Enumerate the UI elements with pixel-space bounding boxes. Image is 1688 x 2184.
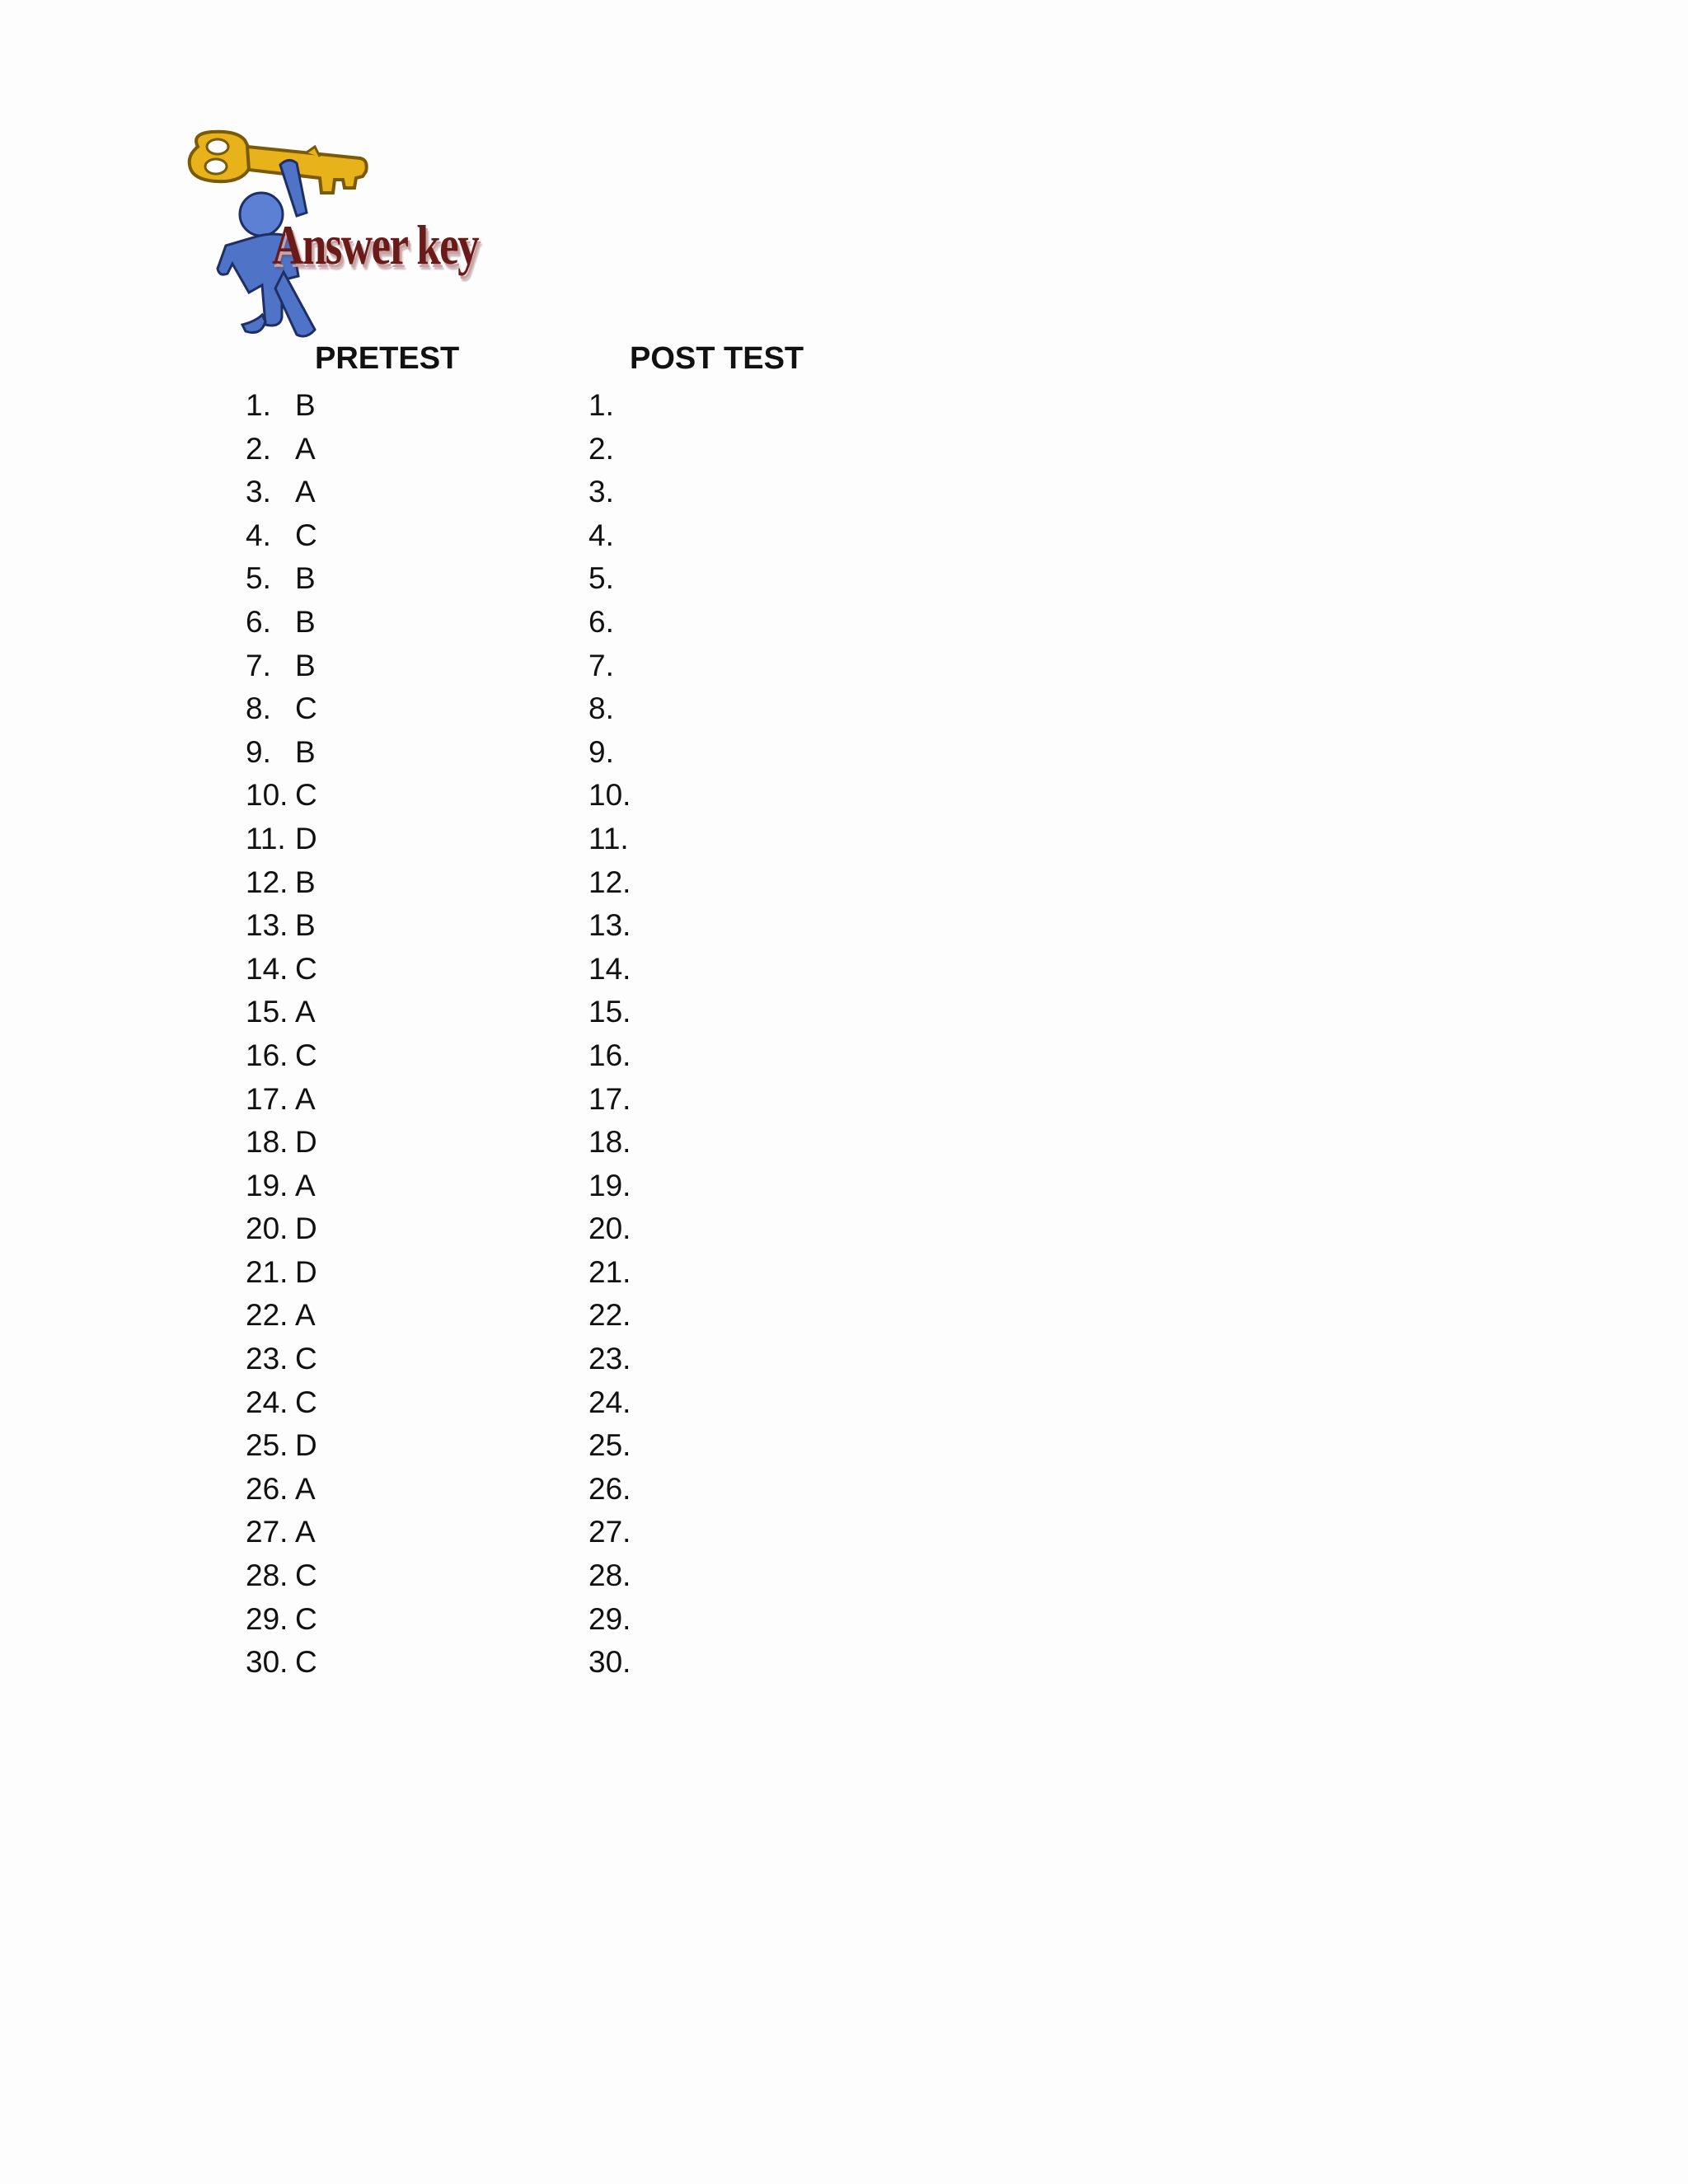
item-number: 26. <box>588 1471 631 1506</box>
pretest-item <box>246 948 317 991</box>
item-number: 21. <box>246 1254 288 1289</box>
posttest-item <box>588 1598 638 1642</box>
item-answer: D <box>295 1428 317 1463</box>
item-number: 7. <box>246 648 271 682</box>
answer-key-logo <box>183 124 513 346</box>
item-number: 29. <box>588 1601 631 1636</box>
pretest-item <box>246 1034 317 1078</box>
item-number: 1. <box>246 388 271 422</box>
item-number: 26. <box>246 1471 288 1506</box>
item-number: 14. <box>246 951 288 986</box>
item-number: 17. <box>588 1081 631 1116</box>
item-number: 6. <box>246 604 271 639</box>
item-number: 19. <box>588 1168 631 1202</box>
item-answer: A <box>295 431 316 466</box>
item-number: 25. <box>588 1428 631 1463</box>
posttest-item <box>588 948 638 991</box>
pretest-item <box>246 1554 317 1598</box>
item-answer: D <box>295 821 317 855</box>
pretest-item <box>246 428 317 471</box>
posttest-item <box>588 601 638 644</box>
pretest-item <box>246 1381 317 1425</box>
item-number: 18. <box>588 1125 631 1160</box>
pretest-item <box>246 818 317 861</box>
item-number: 21. <box>588 1254 631 1289</box>
posttest-item <box>588 428 638 471</box>
item-answer: C <box>295 778 317 813</box>
pretest-title: PRETEST <box>315 341 460 376</box>
item-answer: B <box>295 908 316 943</box>
pretest-item <box>246 644 317 688</box>
item-answer: A <box>295 1515 316 1549</box>
pretest-item <box>246 601 317 644</box>
pretest-item <box>246 1207 317 1251</box>
item-answer: C <box>295 1342 317 1376</box>
posttest-item <box>588 687 638 731</box>
posttest-answer-list <box>588 384 638 1685</box>
item-answer: C <box>295 691 317 726</box>
item-number: 1. <box>588 388 614 422</box>
posttest-item <box>588 1641 638 1685</box>
posttest-item <box>588 1511 638 1554</box>
posttest-item <box>588 384 638 428</box>
item-answer: B <box>295 648 316 682</box>
pretest-item <box>246 514 317 558</box>
pretest-item <box>246 384 317 428</box>
pretest-item <box>246 1424 317 1468</box>
item-number: 28. <box>246 1558 288 1593</box>
item-answer: B <box>295 734 316 769</box>
item-number: 20. <box>246 1212 288 1246</box>
posttest-item <box>588 774 638 818</box>
item-answer: D <box>295 1125 317 1160</box>
item-answer: C <box>295 1645 317 1680</box>
item-number: 24. <box>588 1385 631 1419</box>
posttest-item <box>588 991 638 1034</box>
posttest-item <box>588 1554 638 1598</box>
item-number: 9. <box>246 734 271 769</box>
item-answer: C <box>295 1558 317 1593</box>
posttest-item <box>588 904 638 948</box>
item-answer: C <box>295 1038 317 1072</box>
item-answer: A <box>295 1298 316 1333</box>
item-number: 13. <box>246 908 288 943</box>
item-number: 25. <box>246 1428 288 1463</box>
pretest-item <box>246 1338 317 1381</box>
item-answer: C <box>295 1601 317 1636</box>
item-answer: B <box>295 388 316 422</box>
item-number: 12. <box>588 865 631 899</box>
posttest-item <box>588 471 638 514</box>
item-number: 15. <box>588 995 631 1029</box>
item-number: 4. <box>246 518 271 552</box>
item-number: 23. <box>246 1342 288 1376</box>
item-number: 13. <box>588 908 631 943</box>
item-number: 16. <box>246 1038 288 1072</box>
item-number: 7. <box>588 648 614 682</box>
pretest-item <box>246 1251 317 1295</box>
pretest-item <box>246 687 317 731</box>
item-number: 27. <box>246 1515 288 1549</box>
pretest-item <box>246 1511 317 1554</box>
item-answer: B <box>295 865 316 899</box>
posttest-item <box>588 1034 638 1078</box>
pretest-item <box>246 1078 317 1122</box>
posttest-item <box>588 1165 638 1208</box>
item-number: 4. <box>588 518 614 552</box>
item-answer: D <box>295 1212 317 1246</box>
item-number: 11. <box>588 821 629 855</box>
pretest-item <box>246 731 317 775</box>
posttest-item <box>588 1338 638 1381</box>
pretest-item <box>246 471 317 514</box>
item-number: 8. <box>246 691 271 726</box>
posttest-item <box>588 557 638 601</box>
item-number: 22. <box>246 1298 288 1333</box>
item-number: 14. <box>588 951 631 986</box>
item-number: 19. <box>246 1168 288 1202</box>
posttest-title: POST TEST <box>630 341 804 376</box>
item-number: 3. <box>246 475 271 509</box>
pretest-item <box>246 991 317 1034</box>
posttest-item <box>588 861 638 905</box>
pretest-item <box>246 904 317 948</box>
pretest-item <box>246 557 317 601</box>
pretest-item <box>246 1121 317 1165</box>
item-number: 17. <box>246 1081 288 1116</box>
item-number: 15. <box>246 995 288 1029</box>
posttest-item <box>588 1424 638 1468</box>
item-number: 11. <box>246 821 286 855</box>
posttest-item <box>588 1294 638 1338</box>
item-number: 9. <box>588 734 614 769</box>
posttest-item <box>588 1207 638 1251</box>
item-number: 30. <box>588 1645 631 1680</box>
item-answer: A <box>295 1081 316 1116</box>
item-number: 12. <box>246 865 288 899</box>
pretest-item <box>246 1468 317 1511</box>
item-number: 27. <box>588 1515 631 1549</box>
posttest-item <box>588 514 638 558</box>
item-number: 5. <box>588 561 614 596</box>
item-answer: D <box>295 1254 317 1289</box>
item-answer: C <box>295 951 317 986</box>
posttest-item <box>588 644 638 688</box>
item-number: 24. <box>246 1385 288 1419</box>
item-number: 22. <box>588 1298 631 1333</box>
item-number: 6. <box>588 604 614 639</box>
pretest-item <box>246 1294 317 1338</box>
logo-text: Answer key <box>272 213 479 276</box>
item-number: 29. <box>246 1601 288 1636</box>
item-number: 3. <box>588 475 614 509</box>
item-answer: A <box>295 1471 316 1506</box>
item-answer: B <box>295 561 316 596</box>
posttest-item <box>588 1251 638 1295</box>
pretest-item <box>246 774 317 818</box>
item-answer: B <box>295 604 316 639</box>
item-number: 8. <box>588 691 614 726</box>
posttest-item <box>588 1468 638 1511</box>
item-answer: C <box>295 518 317 552</box>
item-number: 2. <box>588 431 614 466</box>
posttest-item <box>588 818 638 861</box>
item-number: 10. <box>588 778 631 813</box>
posttest-item <box>588 1078 638 1122</box>
item-number: 2. <box>246 431 271 466</box>
item-answer: A <box>295 475 316 509</box>
item-number: 23. <box>588 1342 631 1376</box>
pretest-item <box>246 861 317 905</box>
key-icon <box>190 132 367 193</box>
posttest-item <box>588 1121 638 1165</box>
item-number: 20. <box>588 1212 631 1246</box>
posttest-item <box>588 1381 638 1425</box>
posttest-item <box>588 731 638 775</box>
pretest-item <box>246 1165 317 1208</box>
item-number: 10. <box>246 778 288 813</box>
pretest-answer-list <box>246 384 317 1685</box>
item-number: 30. <box>246 1645 288 1680</box>
pretest-item <box>246 1641 317 1685</box>
item-number: 16. <box>588 1038 631 1072</box>
pretest-item <box>246 1598 317 1642</box>
item-answer: A <box>295 1168 316 1202</box>
item-number: 18. <box>246 1125 288 1160</box>
item-number: 5. <box>246 561 271 596</box>
item-number: 28. <box>588 1558 631 1593</box>
item-answer: A <box>295 995 316 1029</box>
item-answer: C <box>295 1385 317 1419</box>
